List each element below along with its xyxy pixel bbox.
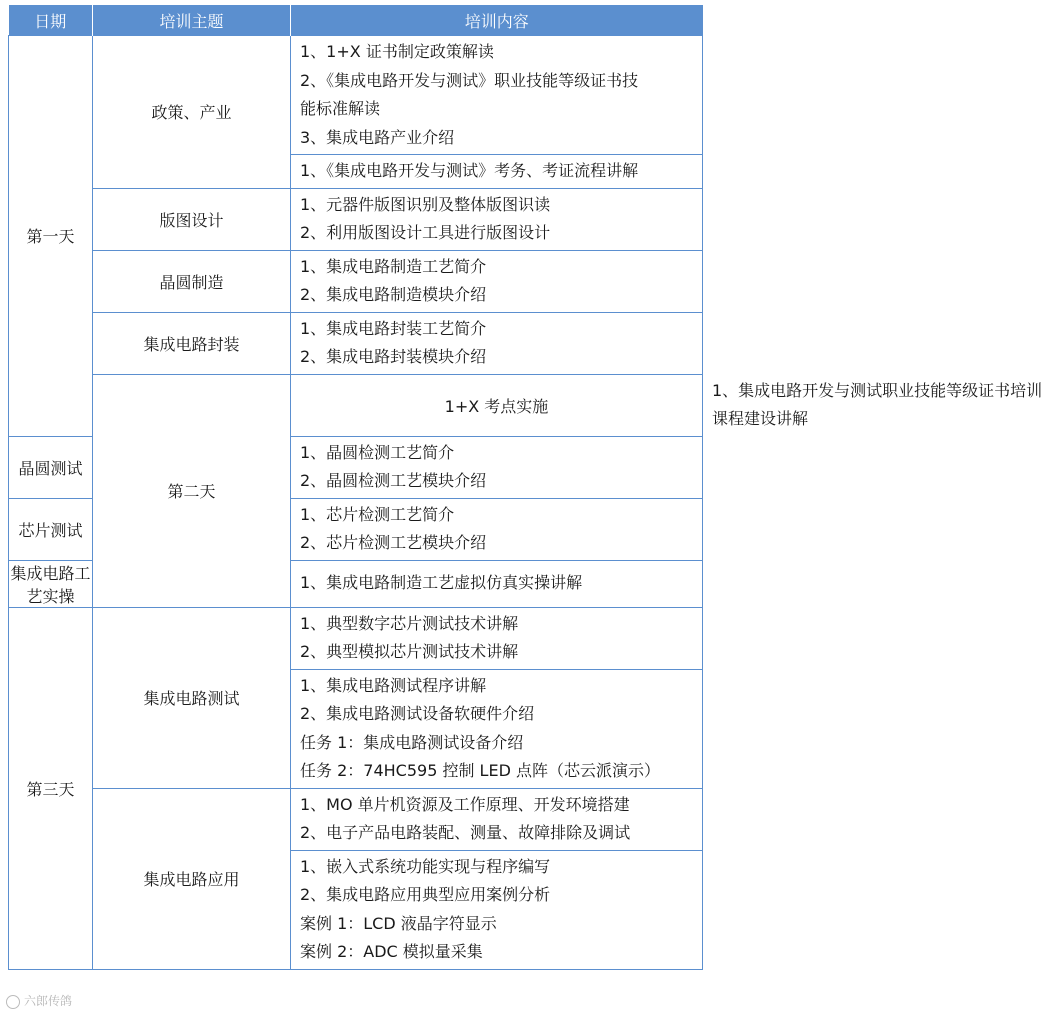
day-cell: 第三天 (9, 607, 93, 969)
table-header-row (9, 5, 703, 36)
content-cell (291, 669, 703, 788)
content-cell (291, 155, 703, 189)
content-line: 能标准解读 (300, 99, 381, 118)
content-line: 2、典型模拟芯片测试技术讲解 (300, 642, 519, 661)
table-row (9, 188, 703, 250)
content-line: 任务 1：集成电路测试设备介绍 (300, 732, 524, 752)
content-line: 1、MO 单片机资源及工作原理、开发环境搭建 (300, 794, 630, 814)
content-line: 1、芯片检测工艺简介 (300, 504, 455, 524)
header-topic: 培训主题 (93, 5, 291, 36)
table-body (9, 36, 1042, 970)
topic-cell: 集成电路工艺实操 (9, 560, 93, 607)
day-cell: 第二天 (93, 374, 291, 607)
content-cell (291, 312, 703, 374)
content-line: 1、元器件版图识别及整体版图识读 (300, 194, 551, 214)
topic-cell: 芯片测试 (9, 498, 93, 560)
content-line: 2、《集成电路开发与测试》职业技能等级证书技 (300, 70, 639, 90)
content-line: 2、利用版图设计工具进行版图设计 (300, 223, 551, 242)
topic-cell: 集成电路封装 (93, 312, 291, 374)
content-line: 1、1+X 证书制定政策解读 (300, 42, 494, 61)
topic-cell: 集成电路应用 (93, 788, 291, 969)
table-row: 第二天 1+X 考点实施 1、集成电路开发与测试职业技能等级证书培训 课程建设讲解 (9, 374, 703, 436)
content-line: 1、集成电路测试程序讲解 (300, 675, 487, 695)
content-line: 2、芯片检测工艺模块介绍 (300, 533, 487, 552)
content-cell (291, 36, 703, 155)
topic-cell: 晶圆测试 (9, 436, 93, 498)
table-row (9, 36, 703, 155)
content-line: 1、集成电路制造工艺简介 (300, 256, 487, 276)
content-cell (291, 436, 703, 498)
topic-cell: 政策、产业 (93, 36, 291, 189)
content-line: 2、集成电路应用典型应用案例分析 (300, 885, 551, 904)
content-line: 2、晶圆检测工艺模块介绍 (300, 471, 487, 490)
table-row (9, 250, 703, 312)
content-cell (291, 607, 703, 669)
content-line: 案例 1：LCD 液晶字符显示 (300, 913, 497, 933)
header-date: 日期 (9, 5, 93, 36)
content-line: 2、集成电路制造模块介绍 (300, 285, 487, 304)
topic-cell: 版图设计 (93, 188, 291, 250)
content-cell (291, 498, 703, 560)
content-line: 任务 2：74HC595 控制 LED 点阵（芯云派演示） (300, 761, 660, 780)
table-row (9, 312, 703, 374)
content-line: 2、集成电路封装模块介绍 (300, 347, 487, 366)
watermark-text: 六郎传鸽 (24, 994, 73, 1008)
table-row (9, 788, 703, 850)
topic-cell: 集成电路测试 (93, 607, 291, 788)
content-line: 2、电子产品电路装配、测量、故障排除及调试 (300, 823, 631, 842)
content-line: 1、晶圆检测工艺简介 (300, 442, 455, 462)
content-line: 1、集成电路制造工艺虚拟仿真实操讲解 (300, 573, 583, 593)
content-line: 3、集成电路产业介绍 (300, 127, 455, 147)
topic-cell: 晶圆制造 (93, 250, 291, 312)
topic-cell: 1+X 考点实施 (291, 374, 703, 436)
content-cell (291, 788, 703, 850)
content-line: 2、集成电路测试设备软硬件介绍 (300, 704, 535, 723)
content-cell (291, 850, 703, 969)
training-schedule-table (8, 5, 1042, 970)
day-cell: 第一天 (9, 36, 93, 437)
content-cell (291, 560, 703, 607)
content-line: 1、集成电路封装工艺简介 (300, 318, 487, 338)
content-line: 1、《集成电路开发与测试》考务、考证流程讲解 (300, 161, 639, 180)
content-cell (291, 250, 703, 312)
content-line: 1、嵌入式系统功能实现与程序编写 (300, 856, 551, 876)
content-line: 1、典型数字芯片测试技术讲解 (300, 613, 519, 633)
content-line: 案例 2：ADC 模拟量采集 (300, 942, 483, 961)
header-content: 培训内容 (291, 5, 703, 36)
watermark (6, 992, 72, 1009)
table-row (9, 607, 703, 669)
content-cell (291, 188, 703, 250)
watermark-logo-icon (6, 995, 20, 1009)
